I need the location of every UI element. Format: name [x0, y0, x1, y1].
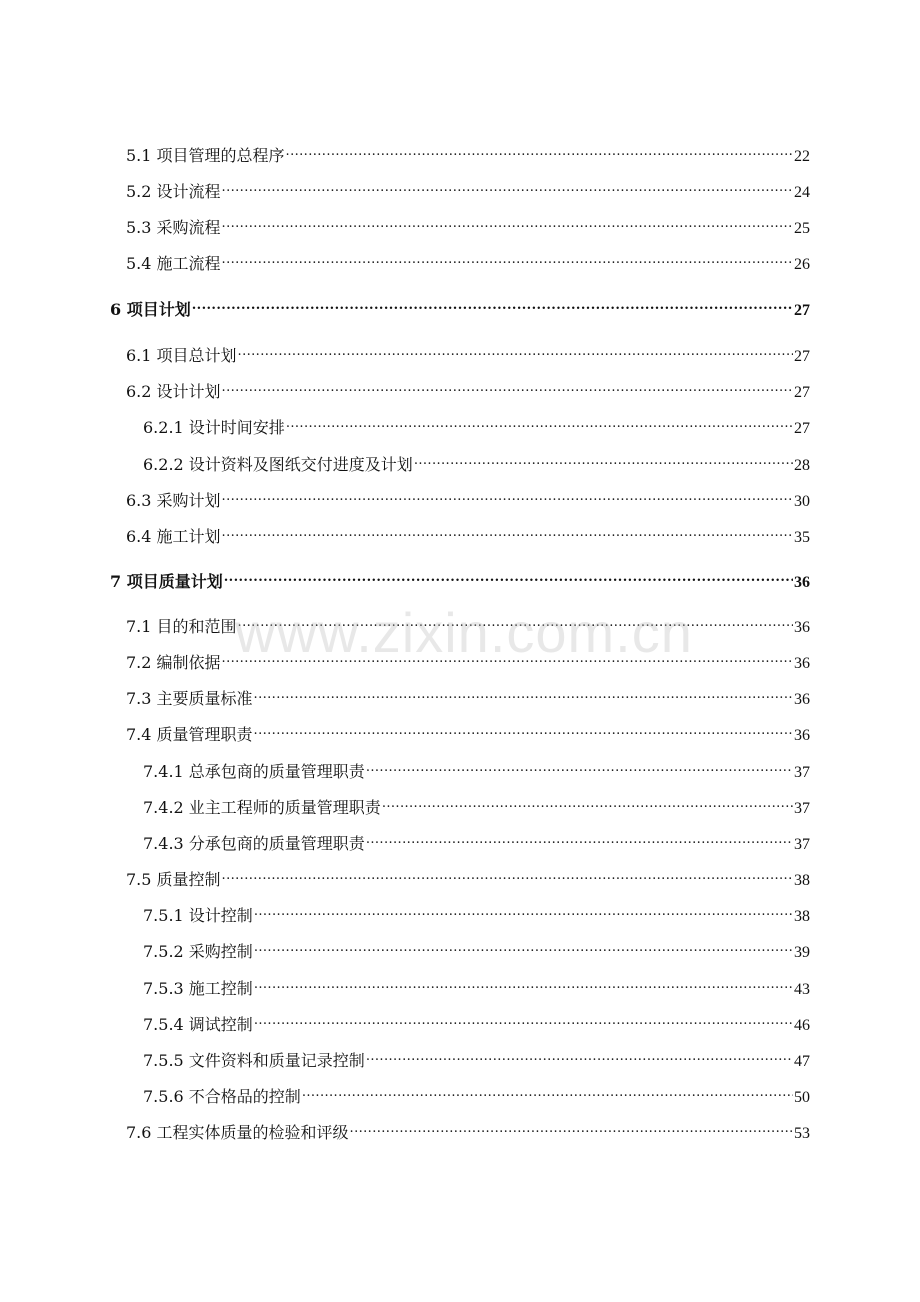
toc-page-number: 37	[794, 800, 810, 817]
toc-leader-dots	[414, 450, 793, 470]
toc-subentry[interactable]	[143, 829, 810, 855]
toc-entry-label: 6.4 施工计划	[126, 527, 221, 546]
toc-leader-dots	[238, 612, 793, 632]
toc-page-number: 22	[794, 148, 810, 165]
toc-subentry[interactable]	[143, 793, 810, 819]
toc-subentry[interactable]	[143, 974, 810, 1000]
toc-page-number: 27	[794, 420, 810, 437]
toc-subentry[interactable]	[143, 1082, 810, 1108]
toc-entry[interactable]	[126, 684, 810, 710]
toc-leader-dots	[286, 413, 793, 433]
toc-page-number: 50	[794, 1089, 810, 1106]
toc-entry[interactable]	[126, 249, 810, 275]
toc-page-number: 36	[794, 619, 810, 636]
toc-entry[interactable]	[126, 648, 810, 674]
toc-leader-dots	[222, 213, 793, 233]
toc-page-number: 39	[794, 944, 810, 961]
toc-leader-dots	[222, 648, 793, 668]
toc-entry[interactable]	[126, 612, 810, 638]
toc-page-number: 53	[794, 1125, 810, 1142]
toc-entry-label: 5.1 项目管理的总程序	[126, 146, 285, 165]
toc-page-number: 37	[794, 764, 810, 781]
toc-subentry-label: 6.2.1 设计时间安排	[143, 418, 285, 437]
toc-subentry-label: 7.5.5 文件资料和质量记录控制	[143, 1051, 365, 1070]
toc-page-number: 27	[794, 384, 810, 401]
toc-leader-dots	[382, 793, 793, 813]
watermark: www.zixin.com.cn	[235, 601, 693, 664]
toc-subentry[interactable]	[143, 757, 810, 783]
toc-page-number: 30	[794, 493, 810, 510]
toc-page-number: 35	[794, 529, 810, 546]
toc-entry-label: 7.4 质量管理职责	[126, 725, 253, 744]
toc-leader-dots	[366, 829, 793, 849]
toc-leader-dots	[254, 684, 793, 704]
toc-leader-dots	[254, 720, 793, 740]
toc-leader-dots	[222, 522, 793, 542]
toc-leader-dots	[222, 377, 793, 397]
toc-leader-dots	[350, 1118, 793, 1138]
toc-chapter[interactable]	[110, 295, 810, 321]
toc-entry[interactable]	[126, 865, 810, 891]
toc-leader-dots	[222, 865, 793, 885]
toc-leader-dots	[254, 901, 793, 921]
toc-entry[interactable]	[126, 177, 810, 203]
toc-leader-dots	[222, 486, 793, 506]
toc-subentry[interactable]	[143, 1010, 810, 1036]
toc-page-number: 38	[794, 872, 810, 889]
toc-chapter-label: 7 项目质量计划	[110, 572, 223, 591]
toc-entry-label: 6.2 设计计划	[126, 382, 221, 401]
toc-page-number: 37	[794, 836, 810, 853]
toc-subentry-label: 7.4.3 分承包商的质量管理职责	[143, 834, 365, 853]
toc-entry-label: 6.3 采购计划	[126, 491, 221, 510]
toc-subentry-label: 7.5.1 设计控制	[143, 906, 253, 925]
toc-entry[interactable]	[126, 341, 810, 367]
toc-entry[interactable]	[126, 213, 810, 239]
toc-subentry-label: 7.4.2 业主工程师的质量管理职责	[143, 798, 381, 817]
toc-entry[interactable]	[126, 486, 810, 512]
toc-page-number: 47	[794, 1053, 810, 1070]
toc-subentry[interactable]	[143, 1046, 810, 1072]
toc-entry-label: 5.2 设计流程	[126, 182, 221, 201]
toc-subentry[interactable]	[143, 413, 810, 439]
toc-leader-dots	[222, 177, 793, 197]
toc-entry[interactable]	[126, 720, 810, 746]
toc-subentry-label: 6.2.2 设计资料及图纸交付进度及计划	[143, 455, 413, 474]
toc-chapter-label: 6 项目计划	[110, 300, 191, 319]
toc-page-number: 26	[794, 256, 810, 273]
toc-entry-label: 5.4 施工流程	[126, 254, 221, 273]
toc-leader-dots	[222, 249, 793, 269]
toc-leader-dots	[254, 974, 793, 994]
toc-leader-dots	[366, 757, 793, 777]
toc-entry-label: 7.2 编制依据	[126, 653, 221, 672]
toc-subentry-label: 7.5.4 调试控制	[143, 1015, 253, 1034]
toc-page-number: 28	[794, 457, 810, 474]
toc-subentry[interactable]	[143, 937, 810, 963]
toc-leader-dots	[286, 141, 793, 161]
toc-entry[interactable]	[126, 377, 810, 403]
toc-page-number: 43	[794, 981, 810, 998]
toc-entry-label: 7.6 工程实体质量的检验和评级	[126, 1123, 349, 1142]
toc-subentry-label: 7.5.2 采购控制	[143, 942, 253, 961]
toc-page-number: 36	[794, 655, 810, 672]
toc-entry[interactable]	[126, 141, 810, 167]
toc-page-number: 46	[794, 1017, 810, 1034]
toc-leader-dots	[192, 295, 793, 315]
toc-entry-label: 7.5 质量控制	[126, 870, 221, 889]
toc-page-number: 38	[794, 908, 810, 925]
toc-subentry-label: 7.5.3 施工控制	[143, 979, 253, 998]
toc-page-number: 27	[794, 302, 810, 319]
toc-subentry[interactable]	[143, 450, 810, 476]
toc-entry-label: 5.3 采购流程	[126, 218, 221, 237]
toc-entry[interactable]	[126, 522, 810, 548]
toc-chapter[interactable]	[110, 567, 810, 593]
toc-page-number: 24	[794, 184, 810, 201]
toc-entry[interactable]	[126, 1118, 810, 1144]
toc-subentry[interactable]	[143, 901, 810, 927]
toc-entry-label: 7.1 目的和范围	[126, 617, 237, 636]
toc-entry-label: 6.1 项目总计划	[126, 346, 237, 365]
toc-subentry-label: 7.4.1 总承包商的质量管理职责	[143, 762, 365, 781]
toc-leader-dots	[366, 1046, 793, 1066]
toc-page-number: 25	[794, 220, 810, 237]
toc-leader-dots	[224, 567, 793, 587]
toc-leader-dots	[302, 1082, 793, 1102]
toc-leader-dots	[238, 341, 793, 361]
toc-entry-label: 7.3 主要质量标准	[126, 689, 253, 708]
toc-page-number: 36	[794, 574, 810, 591]
toc-page-number: 27	[794, 348, 810, 365]
toc-leader-dots	[254, 1010, 793, 1030]
toc-page-number: 36	[794, 727, 810, 744]
toc-subentry-label: 7.5.6 不合格品的控制	[143, 1087, 301, 1106]
toc-leader-dots	[254, 937, 793, 957]
toc-page-number: 36	[794, 691, 810, 708]
